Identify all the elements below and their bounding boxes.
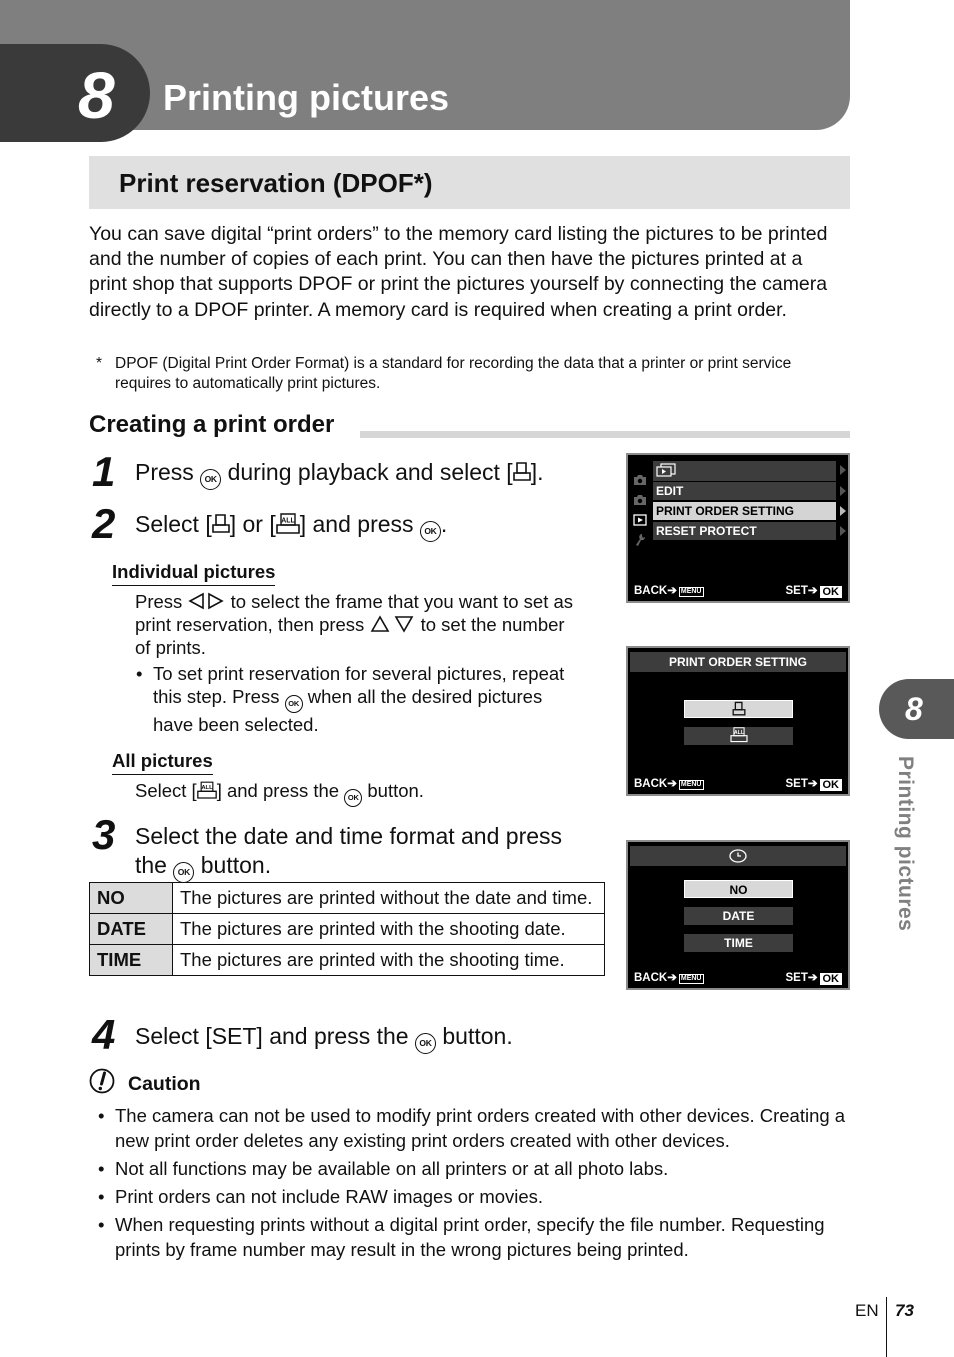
- step-1-text-a: Press: [135, 459, 194, 485]
- caution-title: Caution: [128, 1073, 201, 1095]
- back-hint: BACK➔ MENU: [634, 585, 702, 597]
- camera-2-icon: [633, 493, 647, 507]
- back-label: BACK: [634, 972, 668, 984]
- set-label: SET: [785, 585, 808, 597]
- back-label: BACK: [634, 585, 668, 597]
- step-2-text: [135, 510, 447, 542]
- footnote: [96, 354, 825, 394]
- left-right-arrow-icon: [187, 592, 225, 610]
- bullet-dot: •: [136, 663, 143, 684]
- step-1-text: [135, 458, 543, 490]
- menu-row-playback-header: [653, 461, 836, 481]
- caution-item-text: Print orders can not include RAW images or movies.: [115, 1186, 544, 1207]
- table-row: [90, 914, 605, 945]
- camera-screen-playback-menu: [626, 453, 850, 603]
- caution-list: [98, 1103, 850, 1262]
- ok-button-icon: OK: [420, 521, 441, 542]
- step-3-text-b: the: [135, 852, 167, 878]
- individual-text-b: to select the frame that you want to set as: [230, 591, 574, 612]
- set-hint: SET➔ OK: [785, 776, 842, 792]
- step-2-text-a: Select [: [135, 511, 212, 537]
- table-desc: The pictures are printed without the date and time.: [173, 883, 605, 914]
- side-chapter-number: 8: [905, 691, 923, 727]
- ok-button-icon: OK: [285, 695, 303, 713]
- ok-button-icon: OK: [415, 1033, 436, 1054]
- ok-button-icon: OK: [200, 469, 221, 490]
- screen-footer: [634, 970, 842, 986]
- bullet-dot: •: [98, 1214, 105, 1235]
- camera-screen-date-format: [626, 840, 850, 990]
- menu-arrow-icon: [840, 526, 846, 536]
- step-3-text-c: button.: [200, 852, 272, 878]
- individual-text-c: print reservation, then press: [135, 614, 365, 635]
- table-key: NO: [90, 883, 173, 914]
- subsection-rule: [360, 431, 850, 438]
- table-row: [90, 883, 605, 914]
- step-1-text-c: ].: [530, 459, 544, 485]
- print-all-icon: [730, 727, 748, 743]
- svg-text:ALL: ALL: [201, 785, 213, 792]
- ok-button-icon: OK: [820, 779, 843, 791]
- ok-button-icon: OK: [820, 973, 843, 985]
- playback-slideshow-icon: [656, 463, 676, 477]
- menu-row-print-order-setting[interactable]: [653, 502, 836, 520]
- back-hint: BACK➔ MENU: [634, 972, 702, 984]
- side-chapter-label: Printing pictures: [894, 756, 917, 932]
- individual-pictures-heading: Individual pictures: [112, 560, 275, 586]
- screen-footer: [634, 583, 842, 599]
- individual-bullet-b: this step. Press: [153, 686, 280, 707]
- individual-bullet: [136, 662, 605, 736]
- caution-item-text: The camera can not be used to modify print orders created with other devices. Creating a new print order deletes any existing print orders created with other devices.: [115, 1105, 846, 1151]
- step-4-text-a: Select [SET] and press the: [135, 1023, 409, 1049]
- screen-title-bar: [630, 846, 846, 866]
- subsection-title: Creating a print order: [89, 411, 335, 438]
- all-pictures-heading: All pictures: [112, 749, 213, 775]
- table-row: [90, 945, 605, 976]
- individual-line-2: [135, 613, 605, 636]
- option-time[interactable]: TIME: [684, 934, 793, 952]
- step-2-text-c: ] and press: [299, 511, 414, 537]
- table-key: DATE: [90, 914, 173, 945]
- print-all-icon: [197, 781, 217, 800]
- menu-arrow-icon: [840, 465, 846, 475]
- step-3-text-a: Select the date and time format and press: [135, 823, 563, 849]
- option-no[interactable]: NO: [684, 880, 793, 898]
- caution-item-text: When requesting prints without a digital print order, specify the file number. Requesting prints by frame number may result in the wrong pictures being printed.: [115, 1214, 825, 1260]
- screen-footer: [634, 776, 842, 792]
- menu-row-label: RESET PROTECT: [656, 524, 757, 538]
- individual-bullet-c: when all the desired pictures: [307, 686, 543, 707]
- caution-item: [98, 1156, 850, 1181]
- all-text-a: Select [: [135, 780, 197, 801]
- set-hint: SET➔ OK: [785, 583, 842, 599]
- svg-text:ALL: ALL: [280, 517, 295, 525]
- menu-row-label: EDIT: [656, 484, 684, 498]
- menu-arrow-icon: [840, 506, 846, 516]
- print-order-icon: [513, 461, 531, 483]
- back-label: BACK: [634, 778, 668, 790]
- individual-bullet-d: have been selected.: [153, 714, 319, 735]
- clock-icon: [728, 849, 748, 863]
- menu-row-reset-protect[interactable]: [653, 522, 836, 540]
- chapter-title: Printing pictures: [163, 77, 450, 118]
- option-print-order[interactable]: [684, 700, 793, 718]
- table-desc: The pictures are printed with the shooting time.: [173, 945, 605, 976]
- caution-item: [98, 1103, 850, 1153]
- chapter-number: 8: [78, 58, 115, 132]
- chapter-number-tab: [0, 44, 150, 142]
- table-desc: The pictures are printed with the shooting date.: [173, 914, 605, 945]
- screen-title: PRINT ORDER SETTING: [630, 652, 846, 672]
- individual-bullet-line-2: [153, 685, 605, 713]
- individual-line-3: of prints.: [135, 637, 206, 658]
- footnote-mark: *: [96, 355, 103, 372]
- option-print-all[interactable]: [684, 727, 793, 745]
- all-text-b: ] and press the: [216, 780, 340, 801]
- menu-button-icon: MENU: [680, 975, 702, 982]
- caution-item-text: Not all functions may be available on all printers or at all photo labs.: [115, 1158, 669, 1179]
- footer-language: EN: [855, 1301, 879, 1320]
- wrench-icon: [633, 533, 647, 547]
- page-number: 73: [895, 1301, 914, 1320]
- svg-text:ALL: ALL: [733, 729, 744, 736]
- side-chapter-tab: [879, 679, 954, 739]
- footnote-text: DPOF (Digital Print Order Format) is a standard for recording the data that a printer or print service requires to automatically print pictures.: [115, 355, 792, 392]
- step-3-line-2: [135, 851, 615, 883]
- individual-text-d: to set the number: [420, 614, 565, 635]
- menu-button-icon: MENU: [680, 781, 702, 788]
- section-title-box: [89, 156, 850, 209]
- step-2-number: 2: [92, 500, 116, 547]
- individual-pictures-text: [135, 590, 605, 659]
- table-key: TIME: [90, 945, 173, 976]
- step-3-number: 3: [92, 811, 116, 858]
- all-text-c: button.: [367, 780, 424, 801]
- bullet-dot: •: [98, 1158, 105, 1179]
- camera-screen-print-order-setting: [626, 646, 850, 796]
- ok-button-icon: OK: [173, 862, 194, 883]
- step-4-number: 4: [92, 1011, 116, 1058]
- menu-row-label: PRINT ORDER SETTING: [656, 504, 795, 518]
- ok-button-icon: OK: [820, 586, 843, 598]
- caution-item: [98, 1184, 850, 1209]
- step-1-text-b: during playback and select [: [227, 459, 513, 485]
- step-1-number: 1: [92, 448, 116, 495]
- step-2-text-d: .: [440, 511, 448, 537]
- date-format-table: [89, 882, 605, 976]
- intro-paragraph: You can save digital “print orders” to the memory card listing the pictures to be printed and the number of copies of each print. You can then have the pictures printed at a print shop that supports DPOF or print the pictures yourself by connecting the camera directly to a DPOF printer. A memory card is required when creating a print order.: [89, 223, 828, 321]
- print-order-icon: [212, 513, 230, 535]
- set-label: SET: [785, 778, 808, 790]
- playback-icon: [633, 513, 647, 527]
- ok-button-icon: OK: [344, 789, 362, 807]
- step-4-text-b: button.: [442, 1023, 513, 1049]
- up-down-arrow-icon: [369, 615, 415, 633]
- footer-divider: [886, 1297, 887, 1357]
- individual-bullet-a: To set print reservation for several pictures, repeat: [153, 663, 565, 684]
- bullet-dot: •: [98, 1186, 105, 1207]
- set-label: SET: [785, 972, 808, 984]
- individual-line-1: [135, 590, 605, 613]
- bullet-dot: •: [98, 1105, 105, 1126]
- all-pictures-text: [135, 779, 424, 807]
- back-hint: BACK➔ MENU: [634, 778, 702, 790]
- menu-row-edit[interactable]: [653, 482, 836, 500]
- step-2-text-b: ] or [: [229, 511, 276, 537]
- print-all-icon: [276, 513, 300, 535]
- step-3-text: [135, 822, 615, 883]
- individual-text-a: Press: [135, 591, 183, 612]
- menu-button-icon: MENU: [680, 588, 702, 595]
- caution-item: [98, 1212, 850, 1262]
- menu-arrow-icon: [840, 486, 846, 496]
- option-date[interactable]: DATE: [684, 907, 793, 925]
- camera-icon: [633, 473, 647, 487]
- step-4-text: [135, 1022, 513, 1054]
- print-order-icon: [731, 701, 747, 717]
- caution-icon: [89, 1068, 115, 1094]
- section-title: Print reservation (DPOF*): [119, 168, 433, 198]
- set-hint: SET➔ OK: [785, 970, 842, 986]
